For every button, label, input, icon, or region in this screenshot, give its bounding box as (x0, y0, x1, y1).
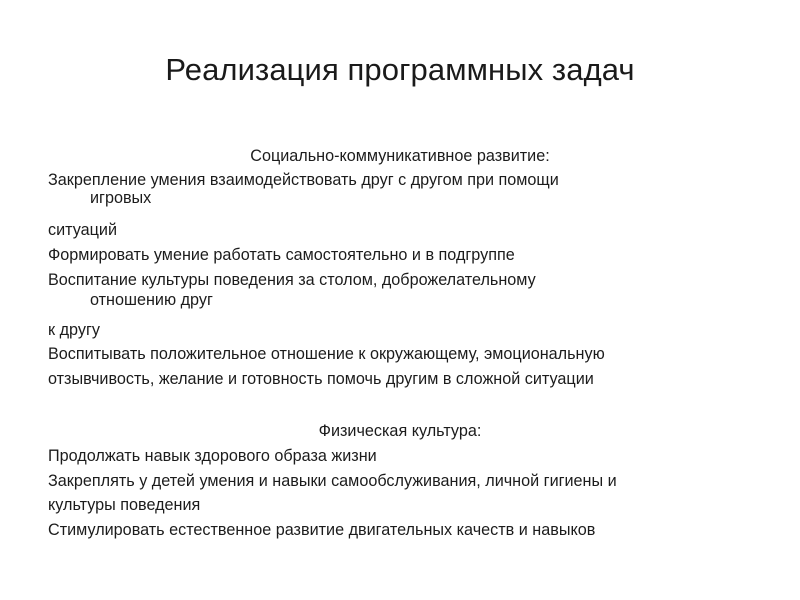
text-line: Продолжать навык здорового образа жизни (48, 447, 377, 465)
text-line: отношению друг (90, 291, 213, 309)
section-heading-social: Социально-коммуникативное развитие: (250, 147, 550, 165)
text-line: ситуаций (48, 221, 118, 239)
text-line: Стимулировать естественное развитие двигательных качеств и навыков (48, 521, 596, 539)
text-line: отзывчивость, желание и готовность помочь другим в сложной ситуации (48, 370, 594, 388)
text-line: к другу (48, 321, 100, 339)
text-line: Закрепление умения взаимодействовать друг с другом при помощи (48, 171, 559, 189)
text-line: Воспитывать положительное отношение к окружающему, эмоциональную (48, 345, 605, 363)
text-line: Закреплять у детей умения и навыки самообслуживания, личной гигиены и (48, 472, 617, 490)
text-line: Формировать умение работать самостоятельно и в подгруппе (48, 246, 515, 264)
slide-title: Реализация программных задач (165, 52, 635, 87)
text-line: Воспитание культуры поведения за столом, доброжелательному (48, 271, 536, 289)
text-line: культуры поведения (48, 496, 201, 514)
section-heading-physical: Физическая культура: (318, 422, 482, 440)
text-line: игровых (90, 189, 152, 207)
